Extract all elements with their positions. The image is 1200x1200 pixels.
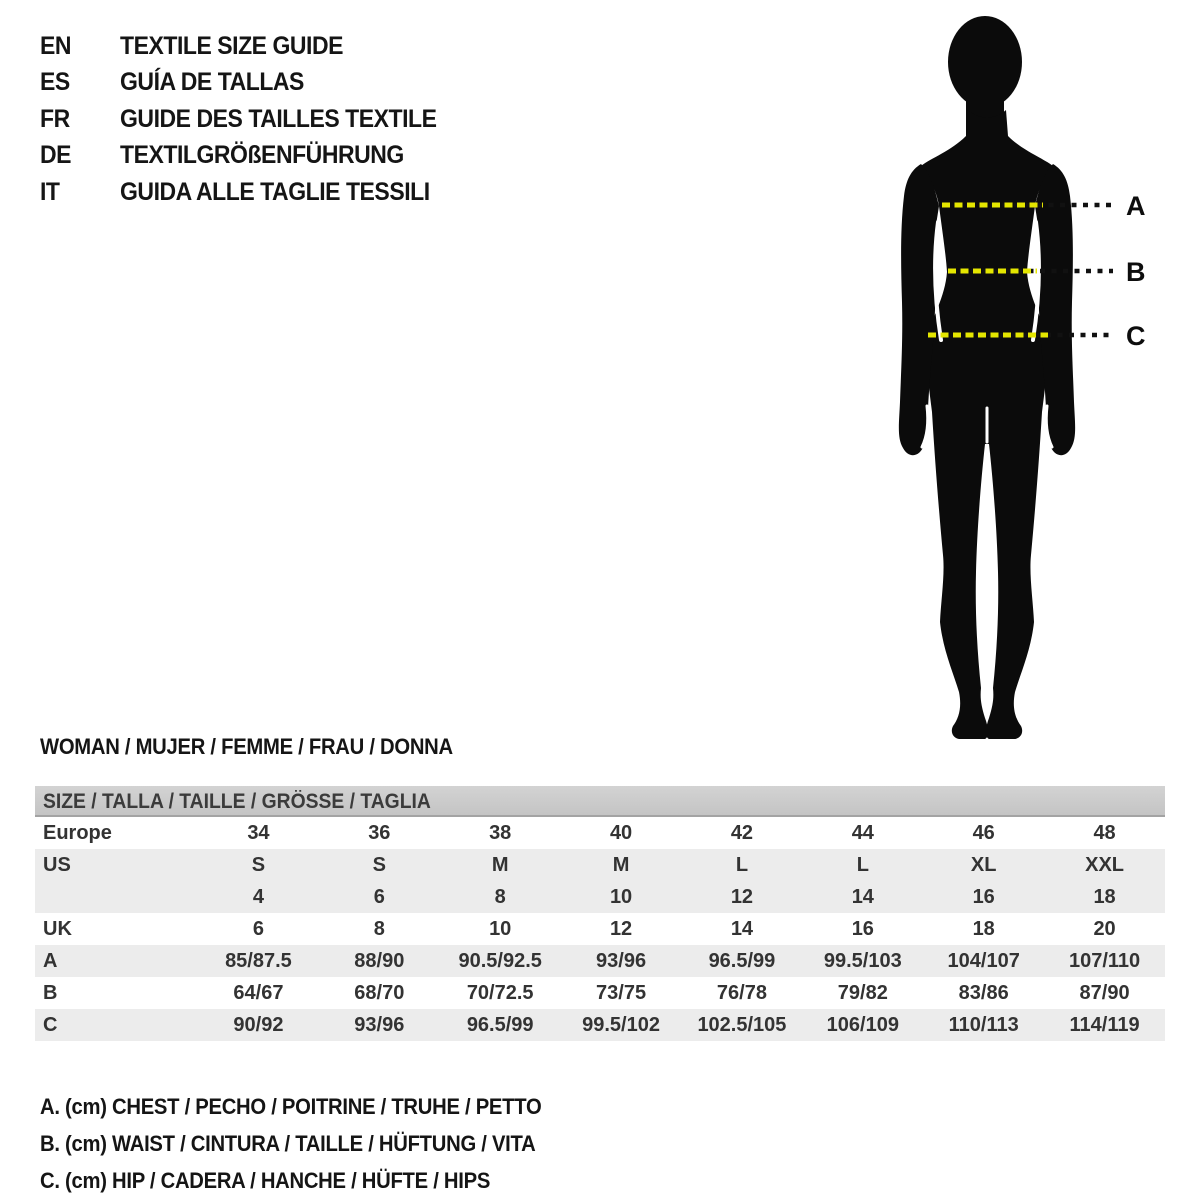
- lang-code: DE: [40, 141, 72, 170]
- row-label: [35, 881, 198, 913]
- table-row-uk: [35, 913, 1165, 945]
- cell: 99.5/103: [823, 949, 902, 972]
- lang-code: FR: [40, 104, 70, 133]
- legend-hip-text: C. (cm) HIP / CADERA / HANCHE / HÜFTE / HIPS: [40, 1168, 491, 1193]
- cell: S: [251, 853, 266, 876]
- cell: 48: [1093, 821, 1116, 844]
- cell: 68/70: [354, 981, 405, 1004]
- cell: 8: [373, 917, 385, 940]
- cell: M: [491, 853, 509, 876]
- marker-label-a: A: [1126, 191, 1146, 221]
- cell: 34: [247, 821, 270, 844]
- marker-label-c: C: [1126, 321, 1146, 351]
- table-row-us-letters: [35, 849, 1165, 881]
- table-row-europe: [35, 817, 1165, 849]
- cell: 99.5/102: [582, 1013, 660, 1036]
- lang-row-de: [40, 138, 464, 175]
- size-table-header-text: SIZE / TALLA / TAILLE / GRÖSSE / TAGLIA: [43, 790, 431, 813]
- size-table: [35, 786, 1165, 1041]
- cell: 12: [609, 917, 633, 940]
- cell: 76/78: [716, 981, 767, 1004]
- cell: M: [612, 853, 630, 876]
- size-table-header-bar: [35, 786, 1165, 817]
- cell: 93/96: [596, 949, 647, 972]
- cell: 36: [368, 821, 391, 844]
- lang-title: TEXTILE SIZE GUIDE: [120, 31, 344, 60]
- section-title-text: WOMAN / MUJER / FEMME / FRAU / DONNA: [40, 734, 453, 759]
- table-row-us-numbers: [35, 881, 1165, 913]
- cell: 90.5/92.5: [458, 949, 542, 972]
- cell: 16: [972, 885, 995, 908]
- measurement-legend: [40, 1088, 585, 1199]
- cell: 79/82: [837, 981, 888, 1004]
- cell: 106/109: [826, 1013, 899, 1036]
- legend-hip: [40, 1162, 585, 1199]
- cell: 44: [851, 821, 874, 844]
- cell: L: [856, 853, 869, 876]
- cell: 14: [730, 917, 754, 940]
- cell: 10: [489, 917, 512, 940]
- cell: 87/90: [1079, 981, 1130, 1004]
- language-title-list: [40, 28, 464, 211]
- cell: 18: [1093, 885, 1116, 908]
- cell: 64/67: [233, 981, 284, 1004]
- cell: 83/86: [958, 981, 1009, 1004]
- row-label: UK: [43, 917, 72, 940]
- cell: 114/119: [1069, 1013, 1140, 1036]
- legend-waist: [40, 1125, 585, 1162]
- cell: 88/90: [354, 949, 405, 972]
- lang-title: TEXTILGRÖßENFÜHRUNG: [120, 141, 404, 170]
- legend-waist-text: B. (cm) WAIST / CINTURA / TAILLE / HÜFTUNG / VITA: [40, 1131, 536, 1156]
- cell: 8: [494, 885, 506, 908]
- cell: 73/75: [596, 981, 647, 1004]
- cell: 42: [730, 821, 754, 844]
- cell: 102.5/105: [697, 1013, 787, 1036]
- cell: 96.5/99: [466, 1013, 534, 1036]
- cell: 70/72.5: [466, 981, 534, 1004]
- table-row-chest-a: [35, 945, 1165, 977]
- lang-row-en: [40, 28, 464, 65]
- lang-title: GUIDA ALLE TAGLIE TESSILI: [120, 177, 430, 206]
- cell: 93/96: [354, 1013, 405, 1036]
- cell: XL: [970, 853, 997, 876]
- lang-row-fr: [40, 101, 464, 138]
- cell: 110/113: [948, 1013, 1019, 1036]
- row-label: Europe: [43, 821, 112, 844]
- cell: S: [372, 853, 386, 876]
- row-label: B: [43, 981, 58, 1004]
- lang-code: IT: [40, 177, 60, 206]
- cell: 4: [252, 885, 264, 908]
- section-title-woman: [40, 734, 489, 760]
- cell: 18: [972, 917, 995, 940]
- lang-code: ES: [40, 68, 70, 97]
- cell: 40: [609, 821, 633, 844]
- cell: XXL: [1085, 853, 1125, 876]
- row-label: A: [43, 949, 58, 972]
- woman-silhouette-figure: [835, 10, 1155, 750]
- cell: 90/92: [233, 1013, 284, 1036]
- cell: 14: [851, 885, 874, 908]
- lang-row-es: [40, 65, 464, 102]
- lang-row-it: [40, 174, 464, 211]
- lang-title: GUÍA DE TALLAS: [120, 68, 304, 97]
- row-label: C: [43, 1013, 58, 1036]
- cell: 107/110: [1068, 949, 1141, 972]
- cell: 12: [730, 885, 754, 908]
- cell: 38: [489, 821, 512, 844]
- lang-code: EN: [40, 31, 72, 60]
- cell: L: [735, 853, 749, 876]
- table-row-hip-c: [35, 1009, 1165, 1041]
- cell: 96.5/99: [708, 949, 776, 972]
- cell: 6: [373, 885, 385, 908]
- row-label: US: [43, 853, 71, 876]
- cell: 85/87.5: [225, 949, 292, 972]
- cell: 104/107: [947, 949, 1020, 972]
- size-table-grid: [35, 817, 1165, 1041]
- cell: 46: [972, 821, 995, 844]
- cell: 20: [1093, 917, 1116, 940]
- cell: 10: [609, 885, 633, 908]
- cell: 16: [851, 917, 874, 940]
- cell: 6: [252, 917, 264, 940]
- legend-chest: [40, 1088, 585, 1125]
- table-row-waist-b: [35, 977, 1165, 1009]
- marker-label-b: B: [1126, 257, 1146, 287]
- lang-title: GUIDE DES TAILLES TEXTILE: [120, 104, 437, 133]
- legend-chest-text: A. (cm) CHEST / PECHO / POITRINE / TRUHE / PETTO: [40, 1094, 542, 1119]
